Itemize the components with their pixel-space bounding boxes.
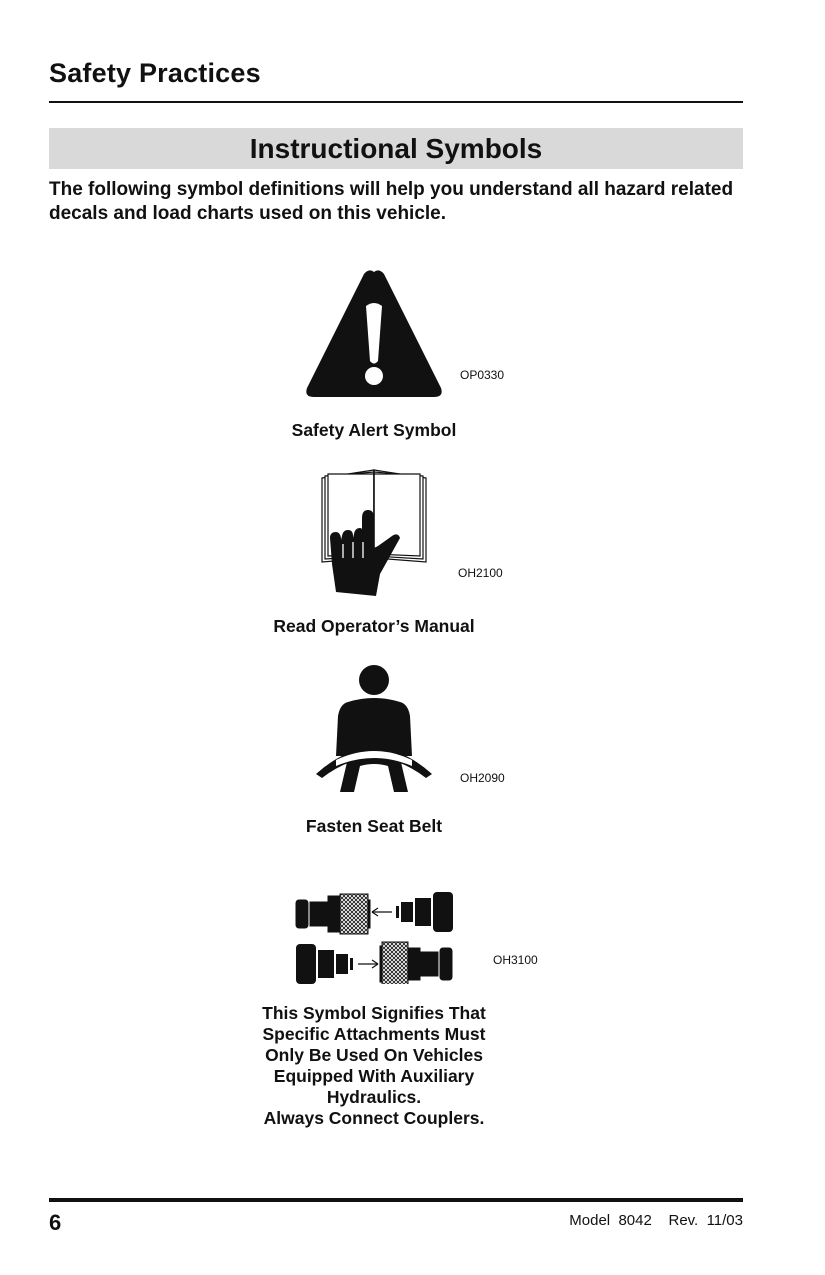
seat-belt-icon [314, 664, 434, 794]
symbol-code: OH2090 [460, 771, 505, 785]
section-title: Instructional Symbols [49, 128, 743, 169]
symbol-caption [214, 1003, 534, 1129]
page-number: 6 [49, 1210, 62, 1235]
footer-model-revision [569, 1212, 743, 1229]
symbol-code: OP0330 [460, 368, 505, 382]
page-header-title: Safety Practices [49, 58, 261, 88]
intro-paragraph: The following symbol definitions will help you understand all hazard related decals and load charts used on this vehicle. [49, 179, 734, 224]
operators-manual-book-icon [318, 466, 430, 600]
symbol-code: OH2100 [458, 566, 503, 580]
caption-line: Hydraulics. [326, 1087, 422, 1107]
caption-line: Equipped With Auxiliary [273, 1066, 475, 1086]
symbol-caption: Fasten Seat Belt [305, 816, 443, 836]
symbol-code: OH3100 [493, 953, 538, 967]
caption-line: This Symbol Signifies That [262, 1003, 486, 1023]
revision-label: Rev. 11/03 [668, 1212, 743, 1229]
header-divider [49, 101, 743, 103]
caption-line: Always Connect Couplers. [263, 1108, 485, 1128]
symbol-caption: Safety Alert Symbol [291, 420, 457, 440]
model-label: Model 8042 [569, 1212, 652, 1229]
footer-divider [49, 1198, 743, 1202]
safety-alert-triangle-icon [304, 266, 444, 400]
symbol-caption: Read Operator’s Manual [273, 616, 475, 636]
hydraulic-couplers-icon [292, 888, 460, 984]
caption-line: Specific Attachments Must [262, 1024, 486, 1044]
caption-line: Only Be Used On Vehicles [265, 1045, 483, 1065]
